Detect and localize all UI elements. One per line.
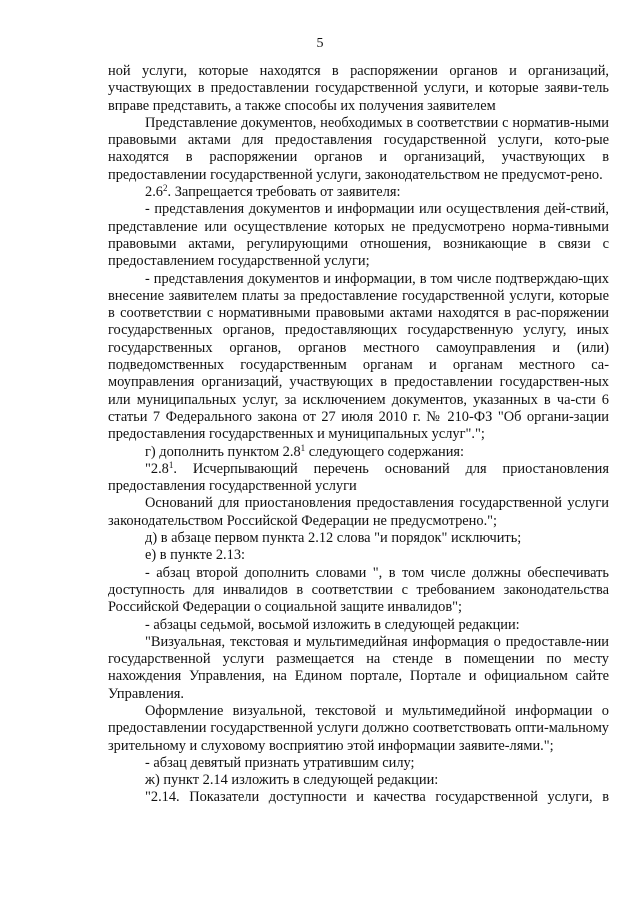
superscript: 2 [163,183,168,194]
clause-number: "2.8 [145,460,169,477]
paragraph-amendment-zh: ж) пункт 2.14 изложить в следующей редакции: [145,772,439,789]
paragraph-list-item: - представления документов и информации, в том числе подтверждаю-щих внесение заявителем платы за предоставление государственной услуги, которые в соответствии с нормативными правовыми актами находятся в рас-поряжении государственных органов, предоставляющих государственную услугу, иных государственных органов, органов местного самоуправления и (или) подведомственных государственным органам и органам местного са-моуправления организаций, участвующих в предоставлении государствен-ных или муниципальных услуг, за исключением документов, указанных в ча-сти 6 статьи 7 Федерального закона от 27 июля 2010 г. № 210-ФЗ "Об органи-зации предоставления государственных и муниципальных услуг"."; [108,270,609,443]
amendment-text: следующего содержания: [305,443,465,460]
paragraph-documents-provision: Представление документов, необходимых в соответствии с норматив-ными правовыми актами для предоставления государственной услуги, кото-рые находятся в распоряжении органов и организаций, участвующих в предоставлении государственной услуги, законодательством не предусмот-рено. [108,114,609,183]
paragraph-list-item: - абзацы седьмой, восьмой изложить в следующей редакции: [145,616,520,633]
document-body [108,63,609,807]
paragraph-quoted-text: "Визуальная, текстовая и мультимедийная информация о предоставле-нии государственной услуги размещается на стенде в помещении по месту нахождения Управления, на Едином портале, Портале и официальном сайте Управления. [108,633,609,702]
clause-text: . Запрещается требовать от заявителя: [167,184,401,201]
paragraph-clause-2-6-2 [108,184,609,201]
paragraph-clause-2-14: "2.14. Показатели доступности и качества государственной услуги, в [145,789,609,806]
page-number: 5 [316,36,324,51]
paragraph-list-item: - абзац девятый признать утратившим силу; [145,754,415,771]
superscript: 1 [300,442,306,453]
paragraph-clause-2-8-1 [108,461,609,496]
paragraph-no-grounds: Оснований для приостановления предоставления государственной услуги законодательством Российской Федерации не предусмотрено."; [108,495,609,529]
paragraph-amendment-d: д) в абзаце первом пункта 2.12 слова "и порядок" исключить; [145,530,522,547]
superscript: 1 [168,459,174,470]
paragraph-amendment-g [108,444,609,461]
paragraph-quoted-text: Оформление визуальной, текстовой и мультимедийной информации о предоставлении государственной услуги должно соответствовать опти-мальному зрительному и слуховому восприятию этой информации заявите-лями."; [108,702,609,754]
paragraph-amendment-e: е) в пункте 2.13: [145,547,246,564]
amendment-text: г) дополнить пунктом 2.8 [145,443,301,460]
paragraph-continuation: ной услуги, которые находятся в распоряжении органов и организаций, участвующих в предоставлении государственной услуги, и которые заяви-тель вправе представить, а также способы их получения заявителем [108,63,609,114]
paragraph-list-item: - абзац второй дополнить словами ", в том числе должны обеспечивать доступность для инвалидов в соответствии с требованием законодательства Российской Федерации о социальной защите инвалидов"; [108,564,609,616]
paragraph-list-item: - представления документов и информации или осуществления дей-ствий, представление или осуществление которых не предусмотрено норма-тивными правовыми актами, регулирующими отношения, возникающие в связи с предоставлением государственной услуги; [108,201,609,270]
clause-number: 2.6 [145,184,163,201]
clause-text: . Исчерпывающий перечень оснований для приостановления предоставления государственной услуги [108,460,609,495]
